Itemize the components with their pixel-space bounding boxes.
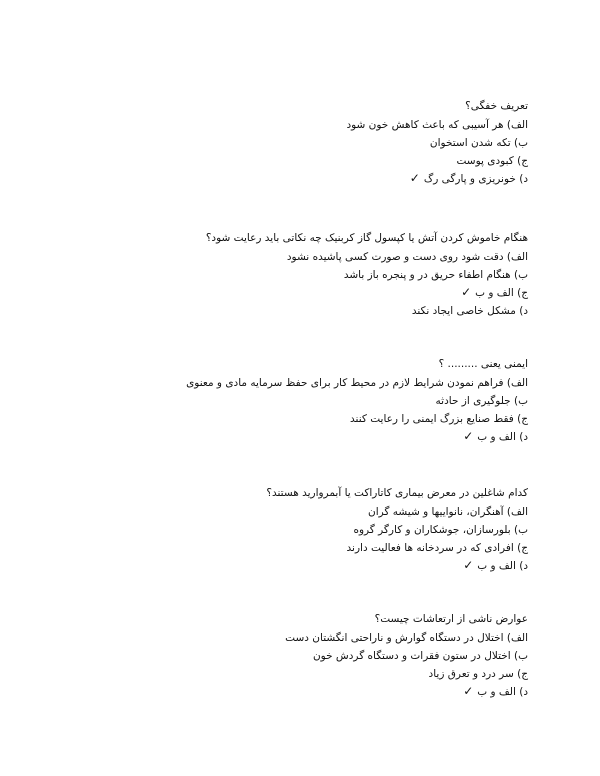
answer-option (58, 665, 528, 683)
question-prompt: تعریف خفگی؟ (465, 100, 528, 112)
option-text: د) الف و ب (477, 560, 528, 572)
answer-option-correct (58, 428, 528, 446)
option-text: ج) کبودی پوست (456, 155, 528, 167)
option-text: ج) سر درد و تعرق زیاد (428, 668, 528, 680)
option-text: ب) هنگام اطفاء حریق در و پنجره باز باشد (343, 269, 528, 281)
answer-option (58, 248, 528, 266)
option-text: الف) اختلال در دستگاه گوارش و ناراحتی انگشتان دست (285, 632, 528, 644)
option-text: ج) افرادی که در سردخانه ها فعالیت دارند (346, 542, 528, 554)
answer-option-correct (58, 683, 528, 701)
option-text: د) مشکل خاصی ایجاد نکند (411, 305, 528, 317)
option-text: ج) فقط صنایع بزرگ ایمنی را رعایت کنند (350, 413, 528, 425)
check-mark-icon: ✓ (463, 558, 474, 572)
option-text: ب) بلورسازان، جوشکاران و کارگر گروه (353, 524, 528, 536)
question-5 (58, 610, 528, 701)
answer-option (58, 266, 528, 284)
answer-option (58, 134, 528, 152)
option-text: ب) تکه شدن استخوان (429, 137, 528, 149)
check-mark-icon: ✓ (463, 429, 474, 443)
answer-option-correct (58, 557, 528, 575)
answer-option (58, 410, 528, 428)
answer-option (58, 521, 528, 539)
answer-option (58, 116, 528, 134)
answer-option-correct (58, 170, 528, 188)
check-mark-icon: ✓ (461, 285, 472, 299)
question-4 (58, 484, 528, 575)
question-3 (58, 355, 528, 446)
answer-option (58, 503, 528, 521)
question-prompt: هنگام خاموش کردن آتش یا کپسول گاز کربنیک چه نکاتی باید رعایت شود؟ (205, 232, 528, 244)
answer-option (58, 374, 528, 392)
option-text: ب) اختلال در ستون فقرات و دستگاه گردش خون (312, 650, 528, 662)
option-text: د) الف و ب (477, 686, 528, 698)
option-text: الف) فراهم نمودن شرایط لازم در محیط کار برای حفظ سرمایه مادی و معنوی (186, 377, 528, 389)
question-1 (58, 97, 528, 188)
question-prompt: ایمنی یعنی ......... ؟ (438, 358, 528, 370)
answer-option (58, 302, 528, 320)
answer-option-correct (58, 284, 528, 302)
answer-option (58, 152, 528, 170)
answer-option (58, 539, 528, 557)
option-text: الف) هر آسیبی که باعث کاهش خون شود (346, 119, 528, 131)
answer-option (58, 647, 528, 665)
option-text: ب) جلوگیری از حادثه (435, 395, 528, 407)
option-text: الف) دقت شود روی دست و صورت کسی پاشیده نشود (286, 251, 528, 263)
question-prompt: عوارض ناشی از ارتعاشات چیست؟ (374, 613, 528, 625)
question-prompt: کدام شاغلین در معرض بیماری کاتاراکت یا آبمروارید هستند؟ (266, 487, 528, 499)
option-text: د) خونریزی و پارگی رگ (423, 173, 528, 185)
check-mark-icon: ✓ (463, 684, 474, 698)
answer-option (58, 392, 528, 410)
answer-option (58, 629, 528, 647)
option-text: د) الف و ب (477, 431, 528, 443)
question-2 (58, 229, 528, 320)
check-mark-icon: ✓ (409, 171, 420, 185)
option-text: الف) آهنگران، نانواییها و شیشه گران (368, 506, 528, 518)
option-text: ج) الف و ب (475, 287, 528, 299)
